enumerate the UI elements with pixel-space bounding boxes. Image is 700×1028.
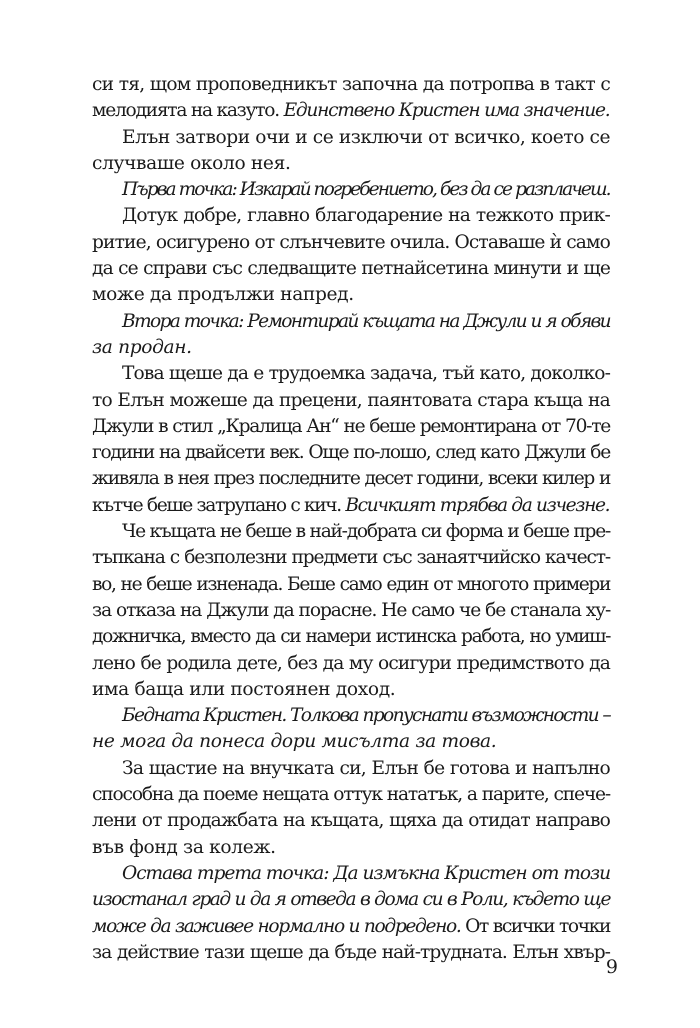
text-line [92, 177, 610, 203]
text-line [92, 861, 610, 887]
text-run: лени от продажбата на къщата, щяха да отидат направо [92, 810, 610, 832]
italic-text-run: Всичкият трябва да изчезне. [345, 494, 610, 516]
page-number: 9 [605, 956, 618, 978]
italic-text-run: Остава трета точка: Да измъкна Кристен от този [122, 862, 610, 884]
text-run: случваше около нея. [92, 152, 291, 174]
text-line [92, 624, 610, 650]
text-line [92, 125, 610, 151]
text-run: то Елън можеше да прецени, паянтовата стара къща на [92, 389, 610, 411]
italic-text-run: не мога да понеса дори мисълта за това. [92, 731, 497, 753]
text-line [92, 782, 610, 808]
italic-text-run: Първа точка: Изкарай погребението, без да се разплачеш. [122, 179, 610, 201]
text-line [92, 756, 610, 782]
text-line [92, 309, 610, 335]
text-line [92, 651, 610, 677]
italic-text-run: изостанал град и да я отведа в дома си в Роли, където ще [92, 889, 610, 911]
text-line [92, 151, 610, 177]
body-text [92, 72, 610, 966]
text-run: може да продължи напред. [92, 284, 354, 306]
text-run: Елън затвори очи и се изключи от всичко, което се [122, 126, 610, 148]
text-run: за действие тази щеше да бъде най-трудната. Елън хвър- [92, 941, 610, 963]
text-run: си тя, щом проповедникът започна да потропва в такт с [92, 74, 610, 95]
text-line [92, 203, 610, 229]
text-run: Това щеше да е трудоемка задача, тъй като, доколко- [122, 363, 610, 385]
text-line [92, 519, 610, 545]
text-run: дожничка, вместо да си намери истинска работа, но умиш- [92, 626, 610, 648]
text-run: има баща или постоянен доход. [92, 678, 396, 700]
text-line [92, 572, 610, 598]
text-line [92, 545, 610, 571]
italic-text-run: Втора точка: Ремонтирай къщата на Джули и я обяви [122, 310, 610, 332]
text-run: във фонд за колеж. [92, 836, 276, 858]
text-line [92, 729, 610, 755]
text-line [92, 98, 610, 124]
italic-text-run: може да заживее нормално и подредено. [92, 915, 461, 937]
text-line [92, 388, 610, 414]
italic-text-run: Единствено Кристен има значение. [283, 100, 610, 122]
text-run: да се справи със следващите петнайсетина минути и ще [92, 258, 610, 280]
text-line [92, 835, 610, 861]
text-line [92, 361, 610, 387]
text-line [92, 808, 610, 834]
text-run: лено бе родила дете, без да му осигури предимството да [92, 652, 610, 674]
text-run: Че къщата не беше в най-добрата си форма и беше пре- [122, 521, 610, 543]
text-run: За щастие на внучката си, Елън бе готова и напълно [122, 757, 610, 779]
text-line [92, 887, 610, 913]
text-line [92, 914, 610, 940]
text-line [92, 72, 610, 98]
text-line [92, 677, 610, 703]
text-run: кътче беше затрупано с кич. [92, 494, 346, 516]
text-line [92, 230, 610, 256]
text-line [92, 282, 610, 308]
text-run: От всички точки [460, 915, 611, 937]
text-line [92, 256, 610, 282]
text-line [92, 335, 610, 361]
text-run: години на двайсети век. Още по-лошо, след като Джули бе [92, 442, 610, 464]
text-run: мелодията на казуто. [92, 100, 284, 122]
text-run: ритие, осигурено от слънчевите очила. Оставаше ѝ само [92, 231, 610, 253]
text-line [92, 598, 610, 624]
text-run: Дотук добре, главно благодарение на тежкото прик- [122, 205, 610, 227]
text-run: во, не беше изненада. Беше само един от многото примери [92, 573, 610, 595]
text-run: за отказа на Джули да порасне. Не само че бе станала ху- [92, 599, 611, 621]
text-run: способна да поеме нещата оттук нататък, а парите, спече- [92, 784, 610, 806]
text-run: тъпкана с безполезни предмети със занаятчийско качест- [92, 547, 610, 569]
text-line [92, 703, 610, 729]
text-line [92, 414, 610, 440]
text-line [92, 440, 610, 466]
text-line [92, 493, 610, 519]
text-run: Джули в стил „Кралица Ан“ не беше ремонтирана от 70-те [92, 415, 610, 437]
text-run: живяла в нея през последните десет години, всеки килер и [92, 468, 610, 490]
italic-text-run: за продан. [92, 336, 192, 358]
italic-text-run: Бедната Кристен. Толкова пропуснати възможности – [122, 705, 610, 727]
text-line [92, 466, 610, 492]
